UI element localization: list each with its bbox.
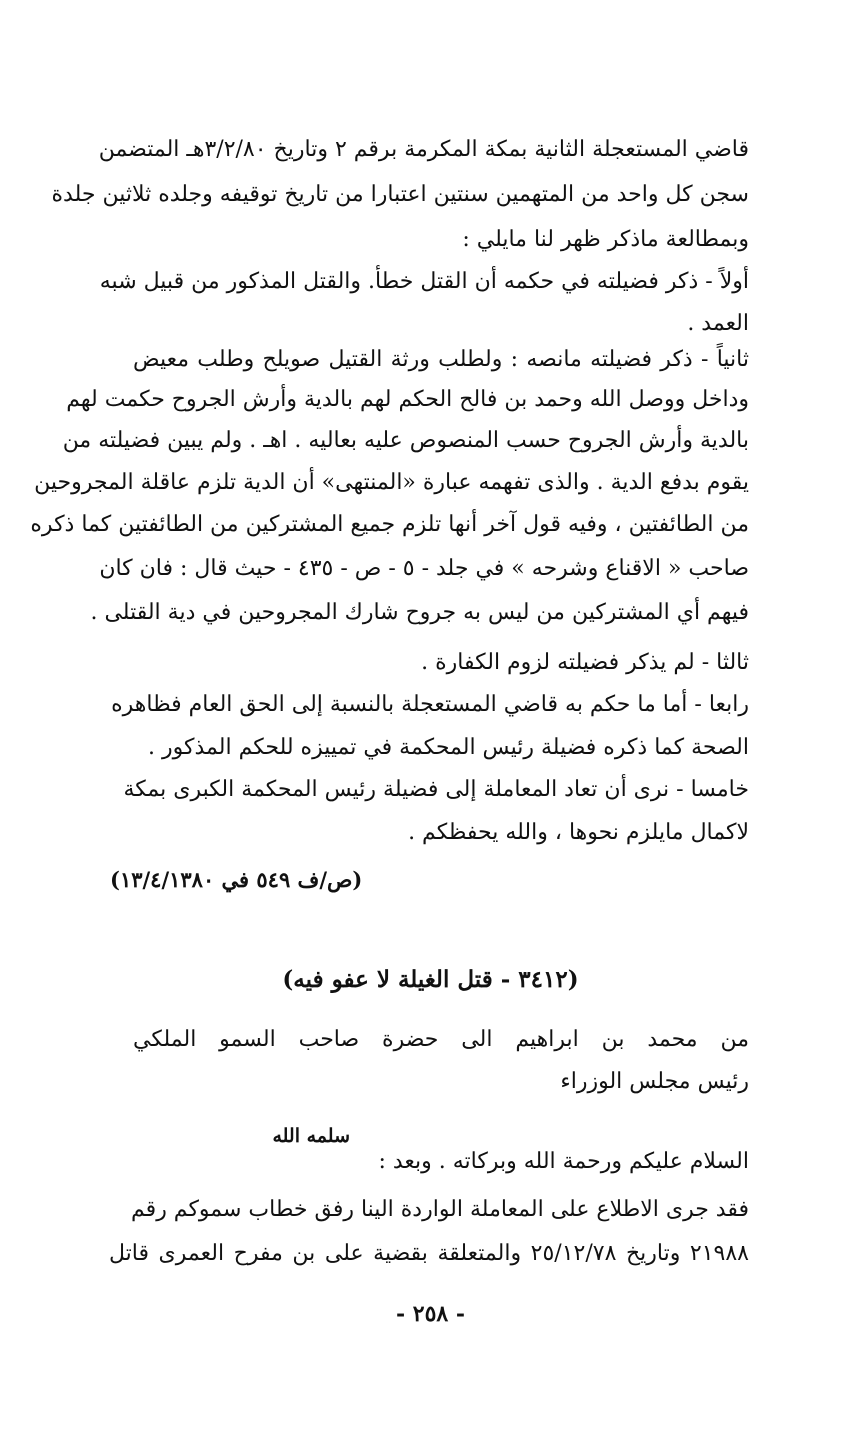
- body-line: أولاً - ذكر فضيلته في حكمه أن القتل خطأ. والقتل المذكور من قبيل شبه: [99, 269, 749, 294]
- body-line: لاكمال مايلزم نحوها ، والله يحفظكم .: [408, 820, 749, 845]
- page-number: - ٢٥٨ -: [395, 1301, 466, 1327]
- body-line: الصحة كما ذكره فضيلة رئيس المحكمة في تمييزه للحكم المذكور .: [148, 735, 749, 760]
- body-line: وبمطالعة ماذكر ظهر لنا مايلي :: [462, 227, 749, 252]
- section-title: (٣٤١٢ - قتل الغيلة لا عفو فيه): [282, 966, 579, 993]
- body-line: فيهم أي المشتركين من ليس به جروح شارك المجروحين في دية القتلى .: [90, 600, 749, 625]
- body-line: وداخل ووصل الله وحمد بن فالح الحكم لهم بالدية وأرش الجروح حكمت لهم: [66, 387, 749, 412]
- letter-line: فقد جرى الاطلاع على المعاملة الواردة الينا رفق خطاب سموكم رقم: [131, 1197, 749, 1222]
- body-line: ثانياً - ذكر فضيلته مانصه : ولطلب ورثة القتيل صويلح وطلب معيض: [133, 347, 749, 372]
- letter-line: السلام عليكم ورحمة الله وبركاته . وبعد :: [378, 1149, 749, 1174]
- body-line: صاحب « الاقناع وشرحه » في جلد - ٥ - ص - ٤٣٥ - حيث قال : فان كان: [99, 556, 749, 581]
- body-line: ثالثا - لم يذكر فضيلته لزوم الكفارة .: [421, 650, 749, 675]
- body-line: من الطائفتين ، وفيه قول آخر أنها تلزم جميع المشتركين من الطائفتين كما ذكره: [30, 512, 749, 537]
- letter-line: رئيس مجلس الوزراء: [560, 1069, 749, 1094]
- body-line: قاضي المستعجلة الثانية بمكة المكرمة برقم ٢ وتاريخ ٣/٢/٨٠هـ المتضمن: [98, 137, 749, 162]
- body-line: العمد .: [687, 311, 749, 336]
- letter-line: ٢١٩٨٨ وتاريخ ٢٥/١٢/٧٨ والمتعلقة بقضية على بن مفرح العمرى قاتل: [109, 1241, 749, 1266]
- body-line: سجن كل واحد من المتهمين سنتين اعتبارا من تاريخ توقيفه وجلده ثلاثين جلدة: [51, 182, 749, 207]
- body-line: رابعا - أما ما حكم به قاضي المستعجلة بالنسبة إلى الحق العام فظاهره: [111, 692, 749, 717]
- greeting-line: سلمه الله: [272, 1125, 350, 1147]
- reference-citation: (ص/ف ٥٤٩ في ١٣/٤/١٣٨٠): [110, 867, 363, 892]
- body-line: بالدية وأرش الجروح حسب المنصوص عليه بعاليه . اهـ . ولم يبين فضيلته من: [62, 428, 749, 453]
- body-line: خامسا - نرى أن تعاد المعاملة إلى فضيلة رئيس المحكمة الكبرى بمكة: [123, 777, 749, 802]
- body-line: يقوم بدفع الدية . والذى تفهمه عبارة «المنتهى» أن الدية تلزم عاقلة المجروحين: [34, 470, 749, 495]
- letter-line: من محمد بن ابراهيم الى حضرة صاحب السمو الملكي: [133, 1027, 749, 1052]
